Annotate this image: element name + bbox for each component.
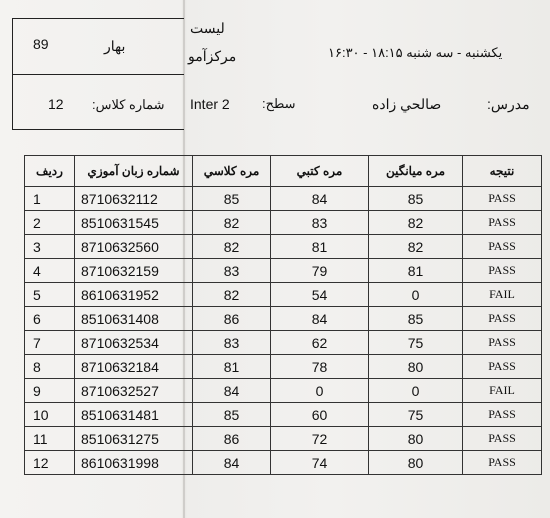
average-score-cell: 81 (369, 259, 463, 283)
oral-score-cell: 82 (193, 211, 271, 235)
oral-score-cell: 84 (193, 451, 271, 475)
result-cell: PASS (463, 307, 542, 331)
result-cell: FAIL (463, 283, 542, 307)
student-id-cell: 8710632159 (75, 259, 193, 283)
table-row (25, 355, 542, 379)
average-score-cell: 80 (369, 427, 463, 451)
student-id-cell: 8710632184 (75, 355, 193, 379)
level-value: Inter 2 (190, 96, 230, 112)
student-id-cell: 8610631952 (75, 283, 193, 307)
col-header-row-number: رديف (25, 156, 75, 187)
table-row (25, 211, 542, 235)
written-score-cell: 60 (271, 403, 369, 427)
row-number-cell: 7 (25, 331, 75, 355)
row-number-cell: 5 (25, 283, 75, 307)
oral-score-cell: 84 (193, 379, 271, 403)
table-header-row (25, 156, 542, 187)
list-label: ليست (190, 20, 225, 36)
col-header-written-score: مره كتبي (271, 156, 369, 187)
class-number-label: شماره كلاس: (92, 97, 165, 112)
row-number-cell: 10 (25, 403, 75, 427)
table-row (25, 379, 542, 403)
table-row (25, 307, 542, 331)
oral-score-cell: 82 (193, 283, 271, 307)
oral-score-cell: 82 (193, 235, 271, 259)
table-row (25, 427, 542, 451)
average-score-cell: 0 (369, 379, 463, 403)
result-cell: PASS (463, 427, 542, 451)
row-number-cell: 4 (25, 259, 75, 283)
result-cell: PASS (463, 331, 542, 355)
table-row (25, 331, 542, 355)
written-score-cell: 78 (271, 355, 369, 379)
written-score-cell: 74 (271, 451, 369, 475)
result-cell: FAIL (463, 379, 542, 403)
oral-score-cell: 81 (193, 355, 271, 379)
average-score-cell: 82 (369, 235, 463, 259)
written-score-cell: 84 (271, 307, 369, 331)
teacher-name: صالحي زاده (372, 96, 442, 112)
table-row (25, 403, 542, 427)
grades-table (24, 155, 542, 475)
average-score-cell: 82 (369, 211, 463, 235)
col-header-result: نتيجه (463, 156, 542, 187)
oral-score-cell: 83 (193, 259, 271, 283)
row-number-cell: 9 (25, 379, 75, 403)
result-cell: PASS (463, 403, 542, 427)
row-number-cell: 1 (25, 187, 75, 211)
row-number-cell: 2 (25, 211, 75, 235)
col-header-average-score: مره ميانگين (369, 156, 463, 187)
table-row (25, 187, 542, 211)
result-cell: PASS (463, 211, 542, 235)
row-number-cell: 12 (25, 451, 75, 475)
result-cell: PASS (463, 451, 542, 475)
season-label: بهار (104, 38, 126, 54)
row-number-cell: 8 (25, 355, 75, 379)
student-id-cell: 8710632112 (75, 187, 193, 211)
written-score-cell: 54 (271, 283, 369, 307)
table-row (25, 235, 542, 259)
average-score-cell: 0 (369, 283, 463, 307)
term-code: 89 (33, 36, 49, 52)
oral-score-cell: 86 (193, 427, 271, 451)
student-id-cell: 8710632527 (75, 379, 193, 403)
table-row (25, 259, 542, 283)
written-score-cell: 83 (271, 211, 369, 235)
student-id-cell: 8510631408 (75, 307, 193, 331)
row-number-cell: 6 (25, 307, 75, 331)
class-info-divider (12, 74, 184, 75)
schedule-text: يكشنبه - سه شنبه ۱۸:۱۵ - ۱۶:۳۰ (328, 45, 503, 60)
table-row (25, 451, 542, 475)
table-row (25, 283, 542, 307)
level-label: سطح: (262, 96, 296, 111)
col-header-oral-score: مره كلاسي (193, 156, 271, 187)
average-score-cell: 80 (369, 355, 463, 379)
average-score-cell: 85 (369, 307, 463, 331)
result-cell: PASS (463, 259, 542, 283)
class-number: 12 (48, 96, 64, 112)
written-score-cell: 0 (271, 379, 369, 403)
student-id-cell: 8710632534 (75, 331, 193, 355)
center-label: مركزآمو (188, 48, 237, 64)
result-cell: PASS (463, 355, 542, 379)
average-score-cell: 85 (369, 187, 463, 211)
teacher-label: مدرس: (487, 96, 530, 112)
written-score-cell: 79 (271, 259, 369, 283)
student-id-cell: 8710632560 (75, 235, 193, 259)
result-cell: PASS (463, 235, 542, 259)
average-score-cell: 75 (369, 331, 463, 355)
row-number-cell: 3 (25, 235, 75, 259)
written-score-cell: 81 (271, 235, 369, 259)
written-score-cell: 62 (271, 331, 369, 355)
oral-score-cell: 85 (193, 187, 271, 211)
written-score-cell: 84 (271, 187, 369, 211)
student-id-cell: 8610631998 (75, 451, 193, 475)
student-id-cell: 8510631545 (75, 211, 193, 235)
student-id-cell: 8510631481 (75, 403, 193, 427)
col-header-student-id: شماره زبان آموزي (75, 156, 193, 187)
oral-score-cell: 86 (193, 307, 271, 331)
result-cell: PASS (463, 187, 542, 211)
written-score-cell: 72 (271, 427, 369, 451)
average-score-cell: 80 (369, 451, 463, 475)
oral-score-cell: 85 (193, 403, 271, 427)
average-score-cell: 75 (369, 403, 463, 427)
row-number-cell: 11 (25, 427, 75, 451)
student-id-cell: 8510631275 (75, 427, 193, 451)
oral-score-cell: 83 (193, 331, 271, 355)
